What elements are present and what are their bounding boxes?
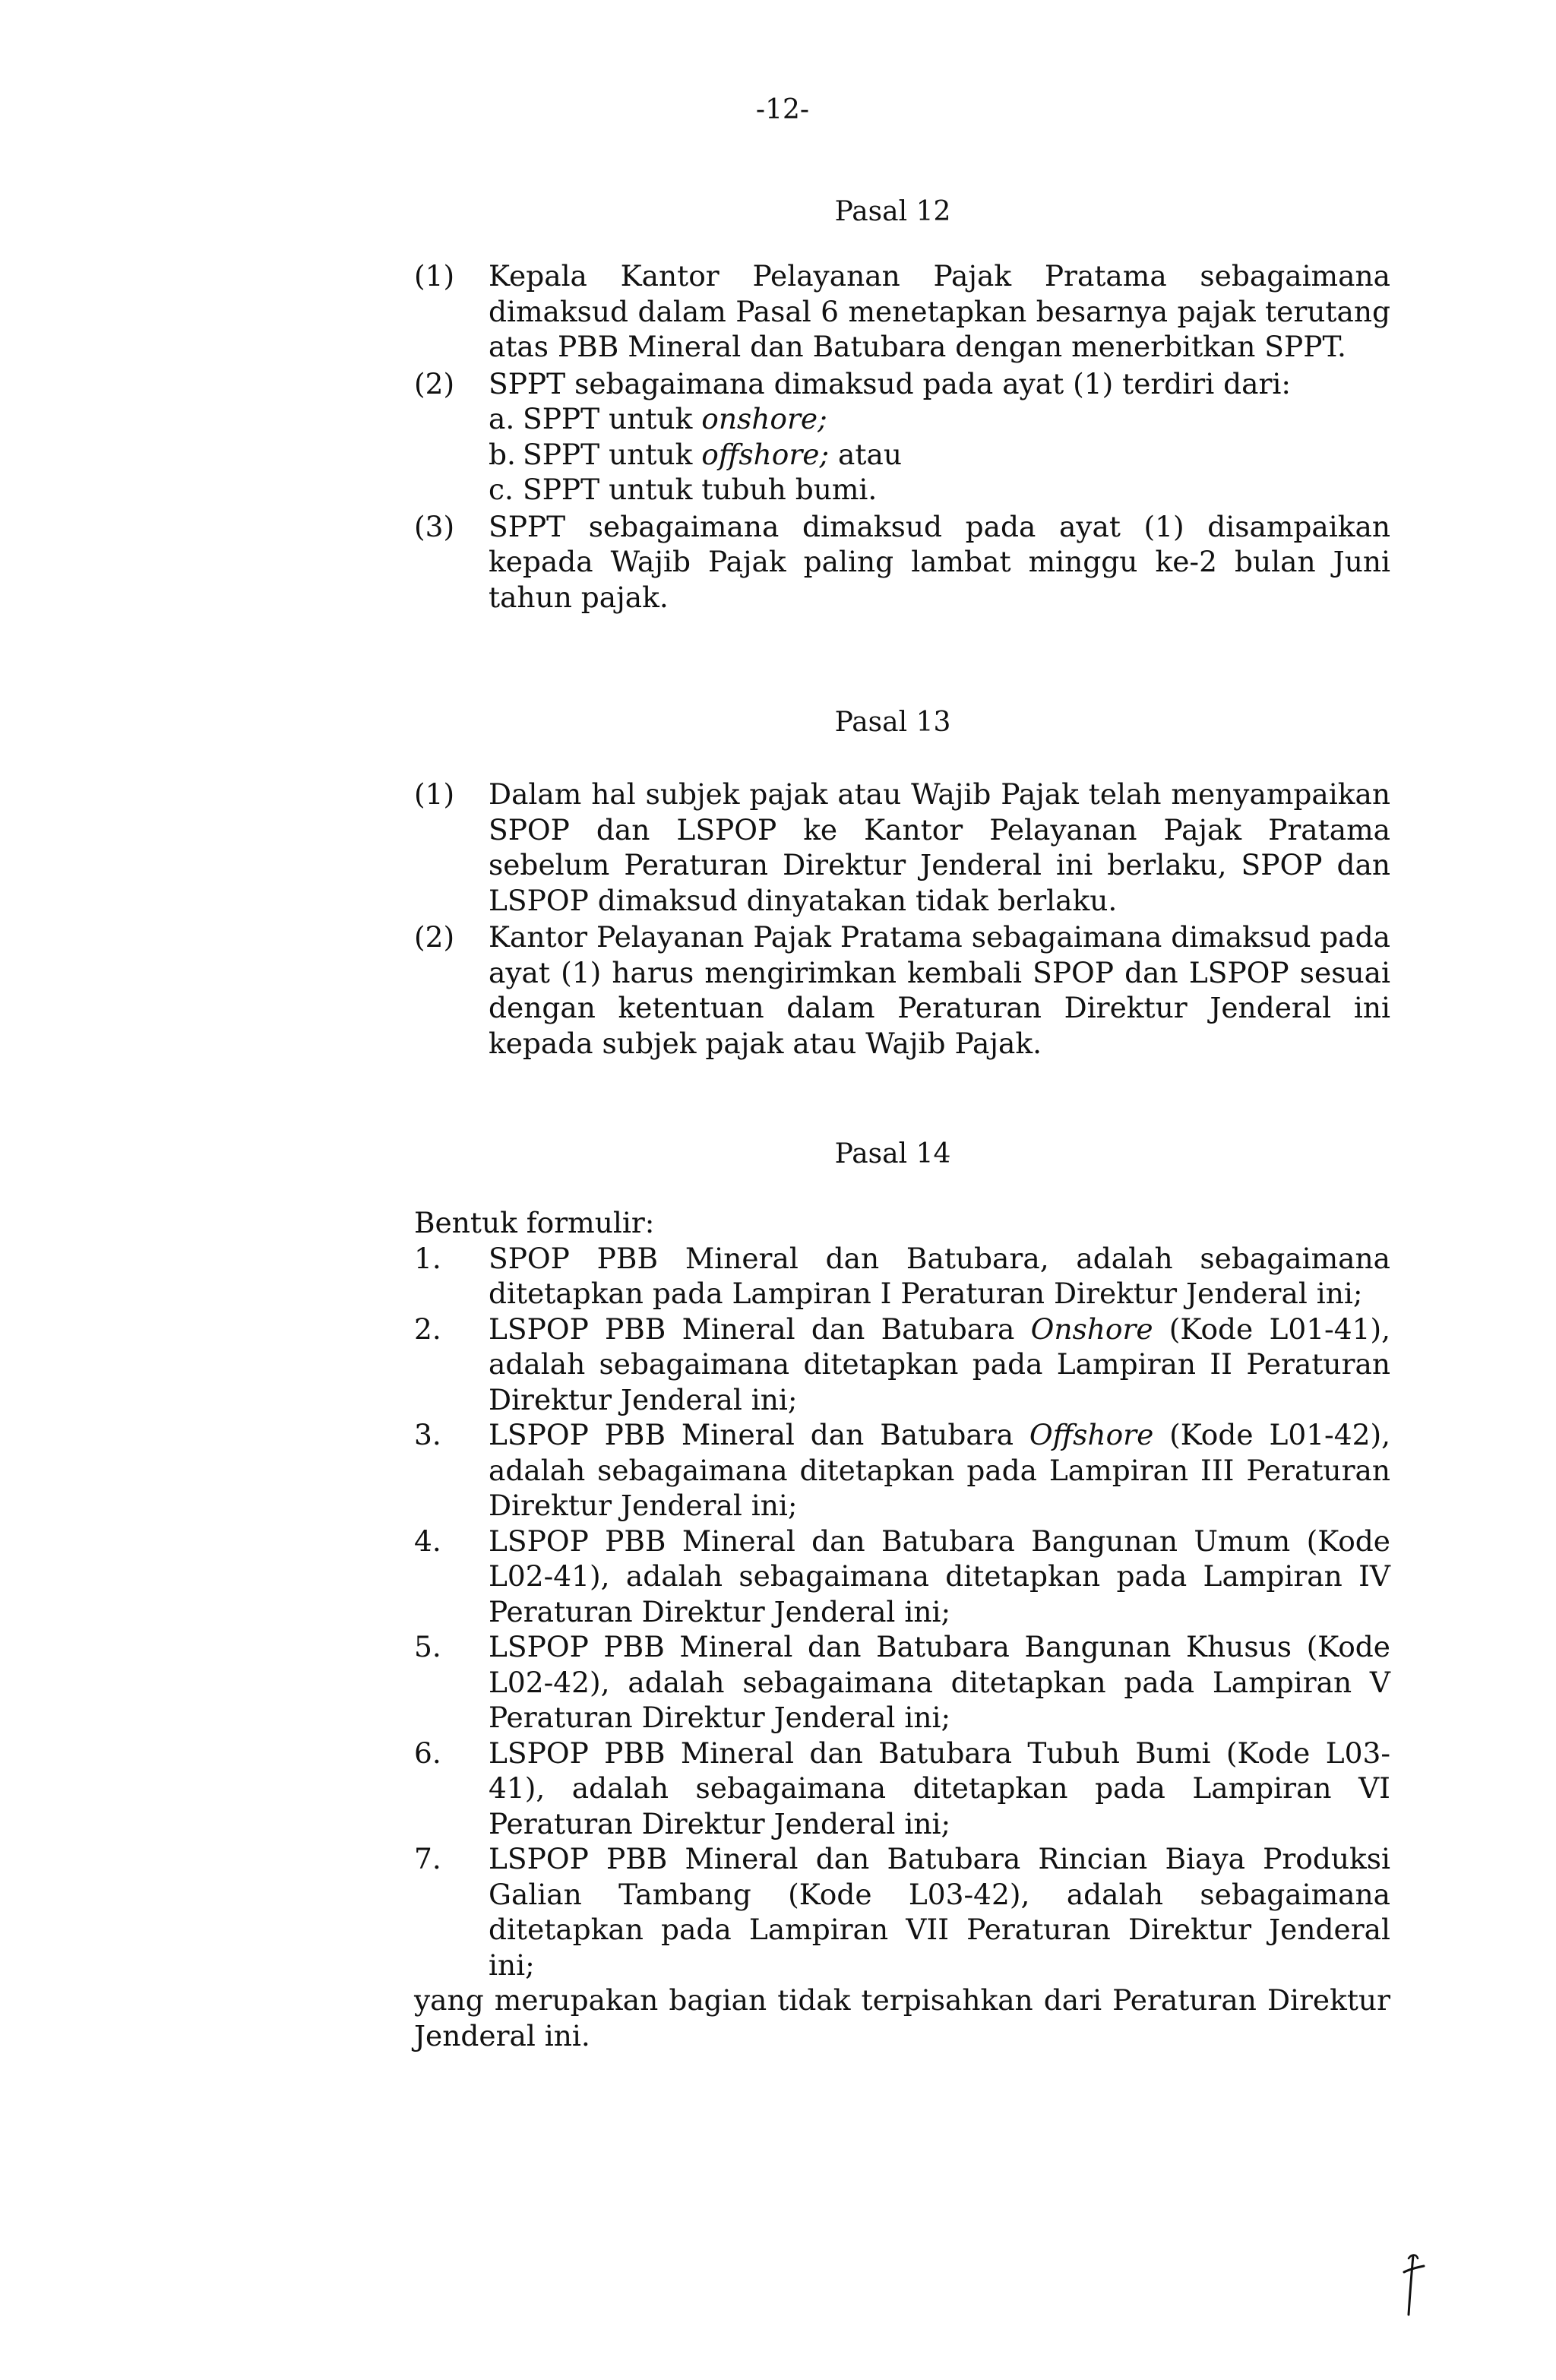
pasal-12-heading: Pasal 12	[834, 196, 951, 227]
pasal-13-ayat-2	[414, 919, 1390, 1061]
sub-text-tail: atau	[829, 437, 902, 471]
sub-text: SPPT untuk	[523, 437, 702, 471]
form-list-item-3	[414, 1417, 1390, 1524]
form-list-item-6	[414, 1736, 1390, 1842]
ayat-text: SPPT sebagaimana dimaksud pada ayat (1) terdiri dari:	[489, 366, 1292, 400]
ayat-number: (3)	[414, 509, 455, 543]
list-text-italic: Onshore	[1030, 1312, 1153, 1346]
sub-text: SPPT untuk tubuh bumi.	[523, 473, 878, 506]
list-number: 6.	[414, 1736, 441, 1770]
list-text: LSPOP PBB Mineral dan Batubara	[489, 1312, 1031, 1346]
pasal-13-ayat-1	[414, 777, 1390, 918]
list-text-tail: (Kode L01-42), adalah sebagaimana ditetapkan pada Lampiran III Peraturan Direktur Jenderal ini;	[489, 1418, 1390, 1522]
paraf-signature-mark	[1398, 2249, 1428, 2318]
pasal-12-sub-c	[489, 472, 1390, 508]
list-text: LSPOP PBB Mineral dan Batubara Bangunan Khusus (Kode L02-42), adalah sebagaimana ditetapkan pada Lampiran V Peraturan Direktur Jenderal ini;	[489, 1630, 1390, 1734]
list-text-tail: (Kode L01-41), adalah sebagaimana ditetapkan pada Lampiran II Peraturan Direktur Jenderal ini;	[489, 1312, 1390, 1416]
list-text: LSPOP PBB Mineral dan Batubara	[489, 1418, 1029, 1451]
sub-letter: b.	[489, 437, 516, 471]
pasal-14-intro: Bentuk formulir:	[414, 1206, 655, 1239]
pasal-12-ayat-1	[414, 258, 1390, 365]
sub-letter: c.	[489, 473, 514, 506]
ayat-number: (1)	[414, 259, 455, 293]
sub-letter: a.	[489, 402, 515, 435]
ayat-number: (1)	[414, 777, 455, 811]
ayat-text: Kantor Pelayanan Pajak Pratama sebagaimana dimaksud pada ayat (1) harus mengirimkan kembali SPOP dan LSPOP sesuai dengan ketentuan dalam Peraturan Direktur Jenderal ini kepada subjek pajak atau Wajib Pajak.	[489, 920, 1390, 1060]
pasal-14-body	[414, 1205, 1390, 2053]
page-number: -12-	[755, 94, 810, 125]
ayat-number: (2)	[414, 920, 455, 954]
sub-text: SPPT untuk	[523, 402, 702, 435]
ayat-number: (2)	[414, 366, 455, 400]
form-list-item-4	[414, 1524, 1390, 1630]
pasal-14-closing: yang merupakan bagian tidak terpisahkan dari Peraturan Direktur Jenderal ini.	[414, 1983, 1390, 2052]
ayat-text: Kepala Kantor Pelayanan Pajak Pratama sebagaimana dimaksud dalam Pasal 6 menetapkan besarnya pajak terutang atas PBB Mineral dan Batubara dengan menerbitkan SPPT.	[489, 259, 1390, 363]
list-text: LSPOP PBB Mineral dan Batubara Rincian Biaya Produksi Galian Tambang (Kode L03-42), adalah sebagaimana ditetapkan pada Lampiran VII Peraturan Direktur Jenderal ini;	[489, 1842, 1390, 1982]
ayat-text: SPPT sebagaimana dimaksud pada ayat (1) disampaikan kepada Wajib Pajak paling lambat minggu ke-2 bulan Juni tahun pajak.	[489, 509, 1390, 614]
form-list-item-2	[414, 1312, 1390, 1418]
ayat-text: Dalam hal subjek pajak atau Wajib Pajak telah menyampaikan SPOP dan LSPOP ke Kantor Pelayanan Pajak Pratama sebelum Peraturan Direktur Jenderal ini berlaku, SPOP dan LSPOP dimaksud dinyatakan tidak berlaku.	[489, 777, 1390, 917]
list-number: 1.	[414, 1241, 441, 1275]
pasal-13-heading: Pasal 13	[834, 707, 951, 738]
list-number: 7.	[414, 1842, 441, 1875]
list-text: LSPOP PBB Mineral dan Batubara Tubuh Bumi (Kode L03-41), adalah sebagaimana ditetapkan pada Lampiran VI Peraturan Direktur Jenderal ini;	[489, 1736, 1390, 1840]
list-number: 2.	[414, 1312, 441, 1346]
pasal-13-body	[414, 777, 1390, 1061]
pasal-12-ayat-3	[414, 509, 1390, 616]
pasal-12-sub-a	[489, 401, 1390, 437]
form-list-item-5	[414, 1629, 1390, 1736]
pasal-12-body	[414, 258, 1390, 615]
list-number: 3.	[414, 1418, 441, 1451]
list-text: SPOP PBB Mineral dan Batubara, adalah sebagaimana ditetapkan pada Lampiran I Peraturan Direktur Jenderal ini;	[489, 1241, 1390, 1310]
list-number: 4.	[414, 1524, 441, 1558]
sub-text-italic: offshore;	[701, 437, 830, 471]
form-list-item-7	[414, 1841, 1390, 1983]
pasal-12-sub-b	[489, 437, 1390, 473]
list-text-italic: Offshore	[1029, 1418, 1154, 1451]
list-text: LSPOP PBB Mineral dan Batubara Bangunan Umum (Kode L02-41), adalah sebagaimana ditetapkan pada Lampiran IV Peraturan Direktur Jenderal ini;	[489, 1524, 1390, 1628]
pasal-12-ayat-2	[414, 366, 1390, 402]
pasal-14-heading: Pasal 14	[834, 1138, 951, 1169]
sub-text-italic: onshore;	[701, 402, 827, 435]
form-list-item-1	[414, 1241, 1390, 1312]
list-number: 5.	[414, 1630, 441, 1663]
